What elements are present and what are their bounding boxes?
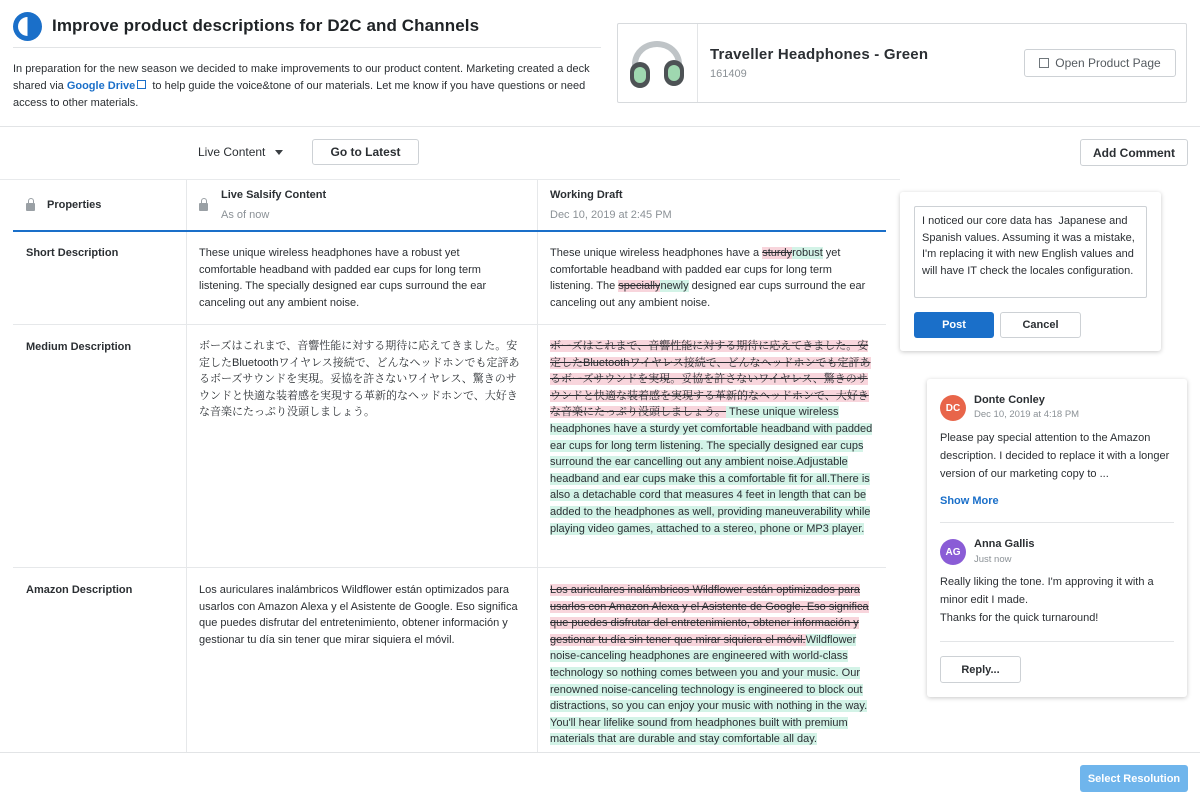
draft-cell[interactable] [550, 338, 878, 537]
property-short-description: Short Description [26, 247, 119, 259]
column-header-live: Live Salsify Content [221, 189, 327, 201]
header-underline [13, 230, 886, 232]
column-header-properties: Properties [47, 199, 102, 211]
inserted-text: newly [660, 280, 689, 293]
deleted-text: specially [618, 280, 661, 293]
property-amazon-description: Amazon Description [26, 584, 133, 596]
row-divider [13, 324, 886, 325]
column-subheader-draft: Dec 10, 2019 at 2:45 PM [550, 209, 672, 221]
caret-down-icon [275, 150, 283, 155]
deleted-text: Los auriculares inalámbricos Wildflower están optimizados para usarlos con Amazon Alexa y el Asistente de Google. Eso significa que puedes disfrutar del entretenimiento, obtener información y gestionar tu día sin tener que mirar siquiera el móvil. [550, 584, 869, 646]
property-medium-description: Medium Description [26, 341, 132, 353]
column-subheader-live: As of now [221, 209, 270, 221]
task-description-text: In preparation for the new season we decided to make improvements to our product content. Marketing created a deck shared via [13, 63, 590, 92]
product-thumbnail [618, 24, 698, 102]
reply-button[interactable]: Reply... [940, 656, 1021, 683]
open-product-page-button[interactable]: Open Product Page [1024, 49, 1176, 77]
live-cell: These unique wireless headphones have a robust yet comfortable headband with padded ear cups for long term listening. The specially designed ear cups surround the ear canceling out any ambient noise. [199, 247, 487, 309]
column-header-draft: Working Draft [550, 189, 623, 201]
draft-cell[interactable] [550, 245, 878, 311]
footer-bar [0, 752, 1200, 799]
comment-thread [927, 379, 1187, 697]
comment-composer [900, 192, 1161, 351]
deleted-text: sturdy [762, 247, 793, 259]
divider [940, 522, 1174, 523]
task-title: Improve product descriptions for D2C and Channels [52, 16, 480, 35]
column-divider [537, 180, 538, 752]
divider [0, 126, 1200, 127]
comment-input[interactable] [914, 206, 1147, 298]
live-cell: Los auriculares inalámbricos Wildflower están optimizados para usarlos con Amazon Alexa y el Asistente de Google. Eso significa que puedes disfrutar del entretenimiento, obtener información y gestionar tu día sin tener que mirar siquiera el móvil. [199, 584, 518, 646]
go-to-latest-button[interactable]: Go to Latest [312, 139, 419, 165]
task-description-text-end: to help guide the voice&tone of our materials. Let me know if you have questions or need access to other materials. [13, 80, 586, 109]
inserted-text: These unique wireless headphones have a sturdy yet comfortable headband with padded ear cups for long term listening. The specially designed ear cups surround the ear cancelling out any ambient noise.Adjustable headband and ear cups make this a comfortable fit for all.There is also a detachable cord that measures 4 feet in length that can be added to the headphones as well, providing maneuverability while playing video games, attached to a stereo, phone or MP3 player. [550, 406, 873, 535]
comment-timestamp: Just now [974, 554, 1012, 565]
external-link-icon[interactable] [137, 80, 146, 89]
version-select[interactable]: Live Content [198, 145, 283, 159]
divider [0, 179, 900, 180]
lock-icon [199, 203, 208, 211]
divider [940, 641, 1174, 642]
unchanged-text: yet comfortable headband with padded ear cups for long term listening. The [550, 247, 841, 293]
comment-timestamp: Dec 10, 2019 at 4:18 PM [974, 409, 1080, 420]
task-status-icon [13, 12, 42, 41]
task-description [13, 61, 605, 112]
inserted-text: robust [792, 247, 823, 259]
inserted-text: Wildflower noise-canceling headphones are engineered with world-class technology so nothing comes between you and your music. Our renowned noise-canceling technology is engineered to block out distractions, so you can enjoy your music with nothing in the way. You'll hear lifelike sound from headphones built with premium materials that are durable and stay comfortable all day. [550, 633, 868, 746]
lock-icon [26, 203, 35, 211]
external-link-icon [1039, 58, 1049, 68]
product-sku: 161409 [710, 68, 747, 80]
google-drive-link[interactable]: Google Drive [66, 80, 136, 92]
product-name: Traveller Headphones - Green [710, 46, 929, 63]
product-card [617, 23, 1187, 103]
avatar: AG [940, 539, 966, 565]
comment-text: Thanks for the quick turnaround! [940, 612, 1099, 624]
show-more-link[interactable]: Show More [940, 495, 999, 507]
unchanged-text: These unique wireless headphones have a [550, 247, 763, 259]
row-divider [13, 567, 886, 568]
comment-text: Please pay special attention to the Amazon description. I decided to replace it with a longer version of our marketing copy to ... [940, 432, 1170, 480]
post-button[interactable]: Post [914, 312, 994, 338]
comment-author: Donte Conley [974, 394, 1045, 406]
comment-text: Really liking the tone. I'm approving it with a minor edit I made. [940, 576, 1154, 606]
divider [13, 47, 601, 48]
avatar: DC [940, 395, 966, 421]
comment-author: Anna Gallis [974, 538, 1035, 550]
live-cell: ボーズはこれまで、音響性能に対する期待に応えてきました。安定したBluetoothワイヤレス接続で、どんなヘッドホンでも定評あるボーズサウンドを実現。妥協を許さないワイヤレス、驚きのサウンドと快適な装着感を実現する革新的なヘッドホンで、大好きな音楽にたっぷり没頭しましょう。 [199, 340, 520, 419]
cancel-button[interactable]: Cancel [1000, 312, 1081, 338]
draft-cell[interactable] [550, 582, 878, 748]
add-comment-button[interactable]: Add Comment [1080, 139, 1188, 166]
column-divider [186, 180, 187, 752]
deleted-text: ボーズはこれまで、音響性能に対する期待に応えてきました。安定したBluetoothワイヤレス接続で、どんなヘッドホンでも定評あるボーズサウンドを実現。妥協を許さないワイヤレス、驚きのサウンドと快適な装着感を実現する革新的なヘッドホンで、大好きな音楽にたっぷり没頭しましょう。 [550, 340, 871, 419]
select-resolution-button[interactable]: Select Resolution [1080, 765, 1188, 792]
unchanged-text: designed ear cups surround the ear canceling out any ambient noise. [550, 280, 866, 309]
